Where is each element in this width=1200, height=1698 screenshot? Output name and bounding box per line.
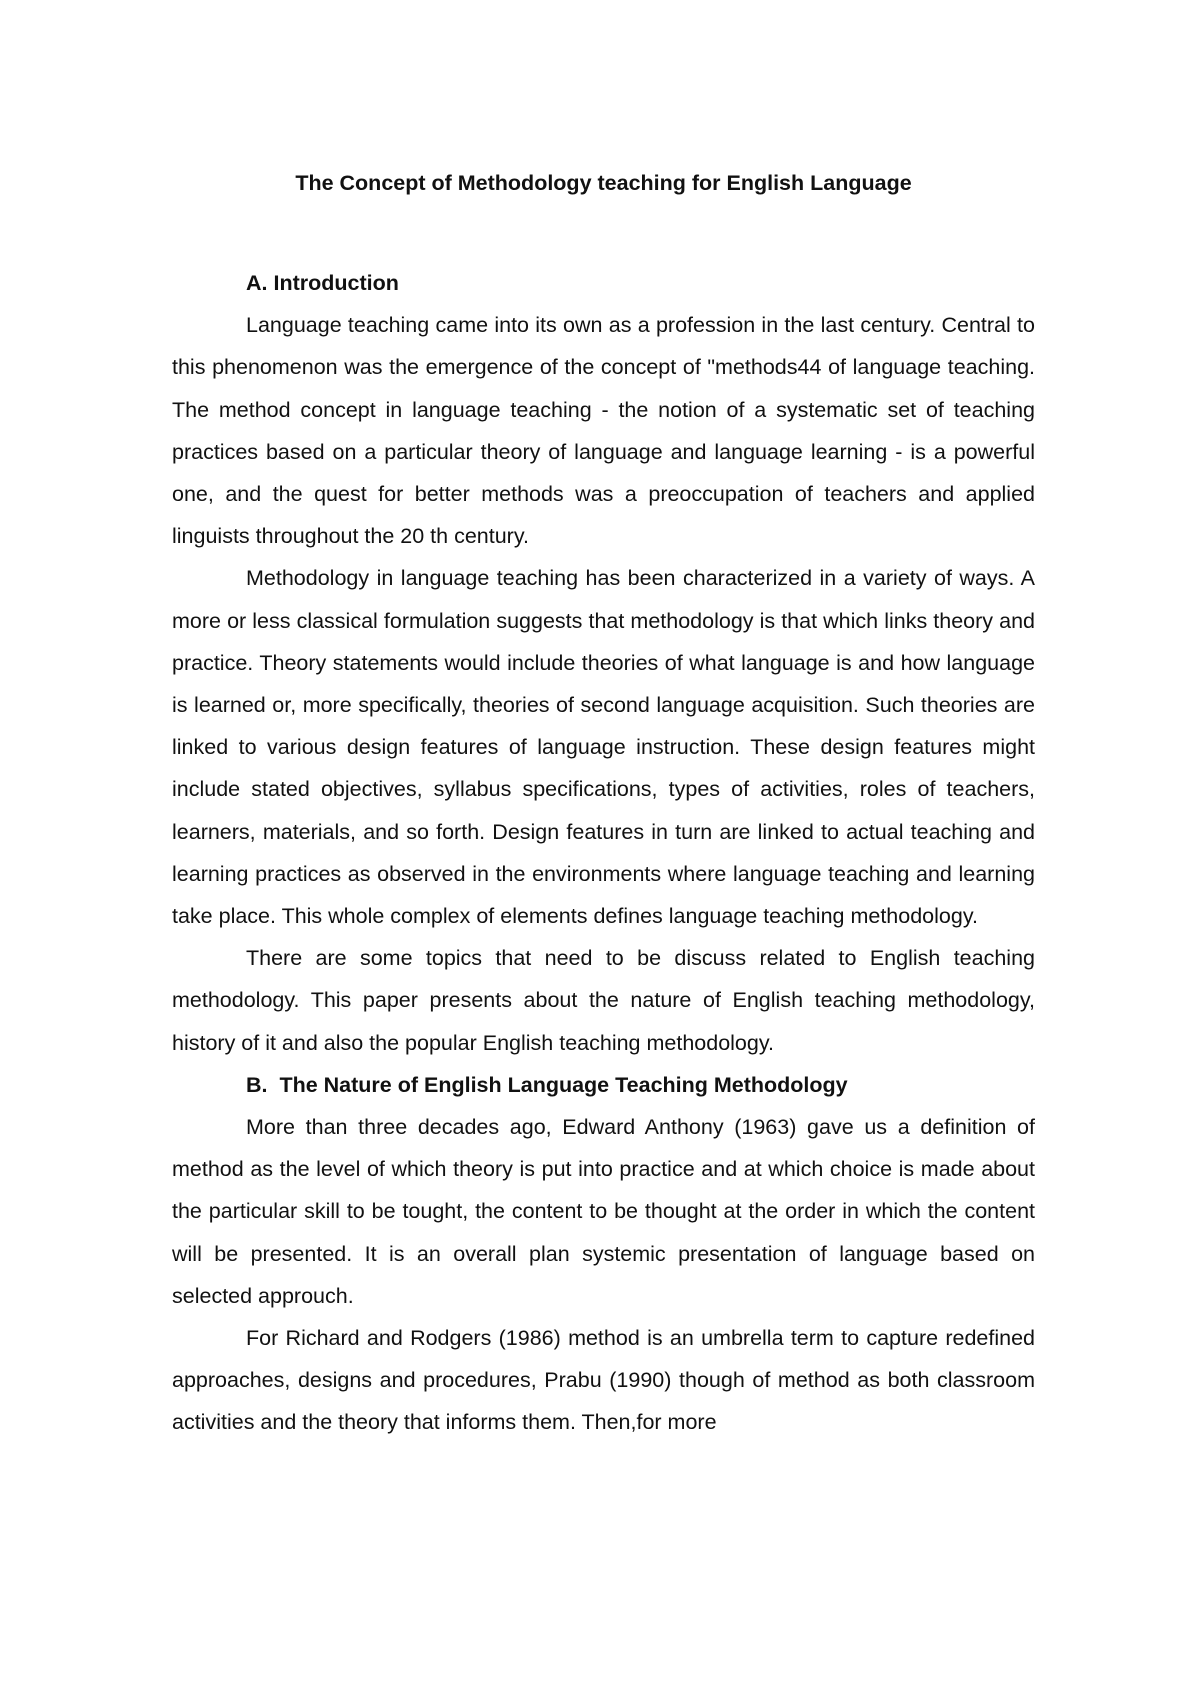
paragraph: There are some topics that need to be discuss related to English teaching methodology. This paper presents about the nature of English teaching methodology, history of it and also the popular English teaching methodology.: [172, 946, 1035, 1055]
paragraph: Language teaching came into its own as a profession in the last century. Central to this phenomenon was the emergence of the concept of "methods44 of language teaching. The method concept in language teaching - the notion of a systematic set of teaching practices based on a particular theory of language and language learning - is a powerful one, and the quest for better methods was a preoccupation of teachers and applied linguists throughout the 20 th century.: [172, 313, 1035, 549]
paragraph: More than three decades ago, Edward Anthony (1963) gave us a definition of method as the level of which theory is put into practice and at which choice is made about the particular skill to be tought, the content to be thought at the order in which the content will be presented. It is an overall plan systemic presentation of language based on selected approuch.: [172, 1115, 1035, 1308]
section-heading: B. The Nature of English Language Teaching Methodology: [246, 1072, 848, 1097]
paragraph: Methodology in language teaching has been characterized in a variety of ways. A more or less classical formulation suggests that methodology is that which links theory and practice. Theory statements would include theories of what language is and how language is learned or, more specifically, theories of second language acquisition. Such theories are linked to various design features of language instruction. These design features might include stated objectives, syllabus specifications, types of activities, roles of teachers, learners, materials, and so forth. Design features in turn are linked to actual teaching and learning practices as observed in the environments where language teaching and learning take place. This whole complex of elements defines language teaching methodology.: [172, 566, 1035, 929]
document-body: [172, 262, 1035, 1444]
paragraph: For Richard and Rodgers (1986) method is an umbrella term to capture redefined approaches, designs and procedures, Prabu (1990) though of method as both classroom activities and the theory that informs them. Then,for more: [172, 1326, 1035, 1435]
document-title: The Concept of Methodology teaching for English Language: [295, 171, 912, 195]
section-heading: A. Introduction: [246, 271, 399, 295]
section-nature-of-methodology: [172, 1064, 1035, 1444]
section-introduction: [172, 262, 1035, 1064]
